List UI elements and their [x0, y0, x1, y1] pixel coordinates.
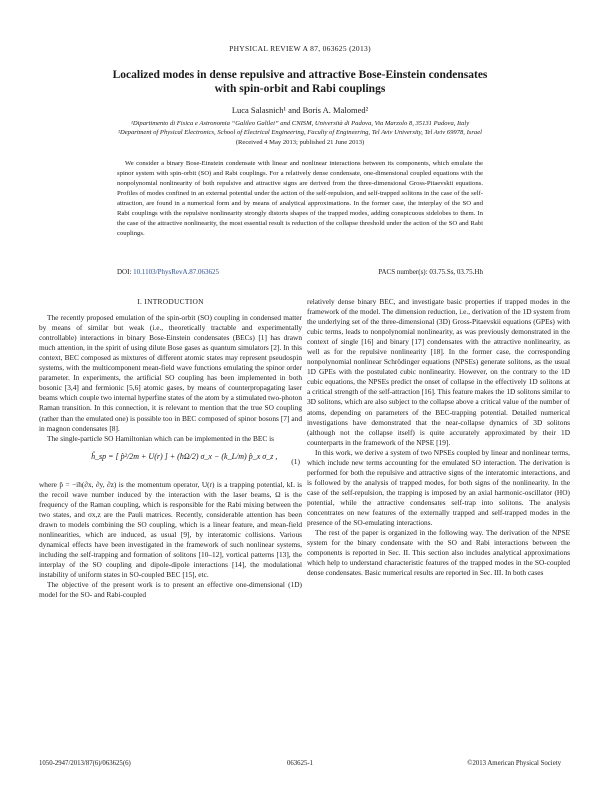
running-head: PHYSICAL REVIEW A 87, 063625 (2013): [229, 44, 371, 53]
footer-page-number: 063625-1: [286, 760, 314, 767]
equation-body: ĥ_sp = [ p̂²/2m + U(r) ] + (ħΩ/2) σ_x − (k_L/m) p̂_x σ_z ,: [91, 451, 278, 461]
right-column: [307, 297, 570, 578]
affiliation-2: ²Department of Physical Electronics, School of Electrical Engineering, Faculty of Engineering, Tel Aviv University, Tel Aviv 69978, Israel: [118, 129, 482, 137]
equation-number: (1): [291, 456, 300, 466]
footer-copyright: ©2013 American Physical Society: [467, 760, 561, 767]
paragraph: The objective of the present work is to present an effective one-dimensional (1D) model for the SO- and Rabi-coupled: [39, 580, 302, 600]
left-column: [39, 297, 302, 600]
pacs-numbers: PACS number(s): 03.75.Ss, 03.75.Hh: [378, 268, 483, 276]
author-list: Luca Salasnich¹ and Boris A. Malomed²: [231, 105, 369, 115]
paragraph: where p̂ = −iħ(∂x, ∂y, ∂z) is the momentum operator, U(r) is a trapping potential, kL is the recoil wave number induced by the interaction with the laser beams, Ω is the frequency of the Raman coupling, which is responsible for the Rabi mixing between the two states, and σx,z are the Pauli matrices. Recently, considerable attention has been drawn to models combining the SO coupling, which is a linear feature, and mean-field nonlinearities, which are induced, as usual [9], by interatomic collisions. Various dynamical effects have been investigated in the framework of such nonlinear systems, including the self-trapping and formation of solitons [10–12], vortical patterns [13], the interplay of the SO coupling and dipole-dipole interactions [14], the modulational instability of uniform states in SO-coupled BEC [15], etc.: [39, 479, 302, 580]
paragraph: relatively dense binary BEC, and investigate basic properties if trapped modes in the framework of the model. The dimension reduction, i.e., derivation of the 1D system from the underlying set of the three-dimensional (3D) Gross-Pitaevskii equations (GPEs) with cubic terms, leads to nonpolynomial nonlinearity, as was previously demonstrated in the context of single [16] and binary [17] condensates with the attractive nonlinearity, as well as for the repulsive nonlinearity [18]. In the former case, the corresponding nonpolynomial nonlinear Schrödinger equations (NPSEs) generate solitons, as the usual 1D GPEs with the postulated cubic nonlinearity. However, on the contrary to the 1D cubic equations, the NPSEs predict the onset of collapse in the effectively 1D solitons at a critical strength of the self-attraction [16]. This feature makes the 1D solitons similar to 3D solitons, which are also subject to the collapse above a critical value of the number of atoms, depending on parameters of the BEC-trapping potential. Detailed numerical investigations have demonstrated that the near-collapse dynamics of 3D solitons (although not the collapse itself) is quite accurately approximated by their 1D counterparts in the framework of the NPSE [19].: [307, 297, 570, 447]
paper-title: [60, 68, 540, 96]
title-line-2: with spin-orbit and Rabi couplings: [214, 83, 386, 95]
equation-1: [39, 447, 302, 477]
title-line-1: Localized modes in dense repulsive and attractive Bose-Einstein condensates: [112, 69, 488, 81]
paragraph: The rest of the paper is organized in the following way. The derivation of the NPSE system for the binary condensate with the SO and Rabi interactions between the components is reported in Sec. II. This section also includes analytical approximations which help to understand characteristic features of the trapped modes in the SO-coupled dense condensates. Basic numerical results are reported in Sec. III. In both cases: [307, 528, 570, 578]
paragraph: In this work, we derive a system of two NPSEs coupled by linear and nonlinear terms, which include new terms accounting for the emulated SO interaction. The derivation is performed for both the repulsive and attractive signs of the interatomic interactions, and is followed by the analysis of trapped modes, for both signs of the nonlinearity. In the case of the self-repulsion, the trapping is imposed by an axial harmonic-oscillator (HO) potential, while the attractive condensates self-trap into solitons. The analysis concentrates on new features of the externally trapped and self-trapped modes in the presence of the SO-emulating interactions.: [307, 447, 570, 528]
doi-label: DOI:: [117, 268, 134, 276]
doi-line: [117, 268, 483, 276]
paragraph: The recently proposed emulation of the spin-orbit (SO) coupling in condensed matter by means of similar but weak (i.e., theoretically tractable and experimentally controllable) interactions in binary Bose-Einstein condensates (BECs) [1] has drawn much attention, in the spirit of using dilute Bose gases as quantum simulators [2]. In this context, BEC composed as mixtures of different atomic states may represent pseudospin systems, with the multicomponent mean-field wave functions emulating the spinor order parameter. In experiments, the artificial SO coupling has been implemented in both bosonic [3,4] and fermionic [5,6] atomic gases, by means of counterpropagating laser beams which couple two internal hyperfine states of the atom by a stimulated two-photon Raman transition. In this connection, it is relevant to mention that the true SO coupling (rather than the emulated one) is possible too in BEC composed of spinor bosons [7] and in magnon condensates [8].: [39, 313, 302, 433]
affiliations: [20, 119, 580, 147]
section-heading: I. INTRODUCTION: [137, 297, 204, 306]
paragraph: The single-particle SO Hamiltonian which can be implemented in the BEC is: [47, 433, 274, 443]
affiliation-1: ¹Dipartimento di Fisica e Astronomia “Galileo Galilei” and CNISM, Università di Padova, Via Marzolo 8, 35131 Padova, Italy: [130, 120, 470, 127]
received-date: (Received 4 May 2013; published 21 June 2013): [235, 138, 365, 146]
footer-issn: 1050-2947/2013/87(6)/063625(6): [39, 760, 131, 767]
doi-link[interactable]: 10.1103/PhysRevA.87.063625: [133, 268, 220, 276]
abstract: We consider a binary Bose-Einstein condensate with linear and nonlinear interactions between its components, which emulate the spinor system with spin-orbit (SO) and Rabi couplings. For a relatively dense condensate, one-dimensional coupled equations with the nonpolynomial nonlinearity of both repulsive and attractive signs are derived from the three-dimensional Gross-Pitaevskii equations. Profiles of modes confined in an external potential under the action of the self-repulsion, and self-trapped solitons in the case of the self-attraction, are found in a numerical form and by means of analytical approximations. In the former case, the interplay of the SO and Rabi couplings with the repulsive nonlinearity strongly distorts shapes of the trapped modes, adding conspicuous sidelobes to them. In the case of the attractive nonlinearity, the most essential result is reduction of the collapse threshold under the action of the SO and Rabi couplings.: [117, 160, 483, 238]
